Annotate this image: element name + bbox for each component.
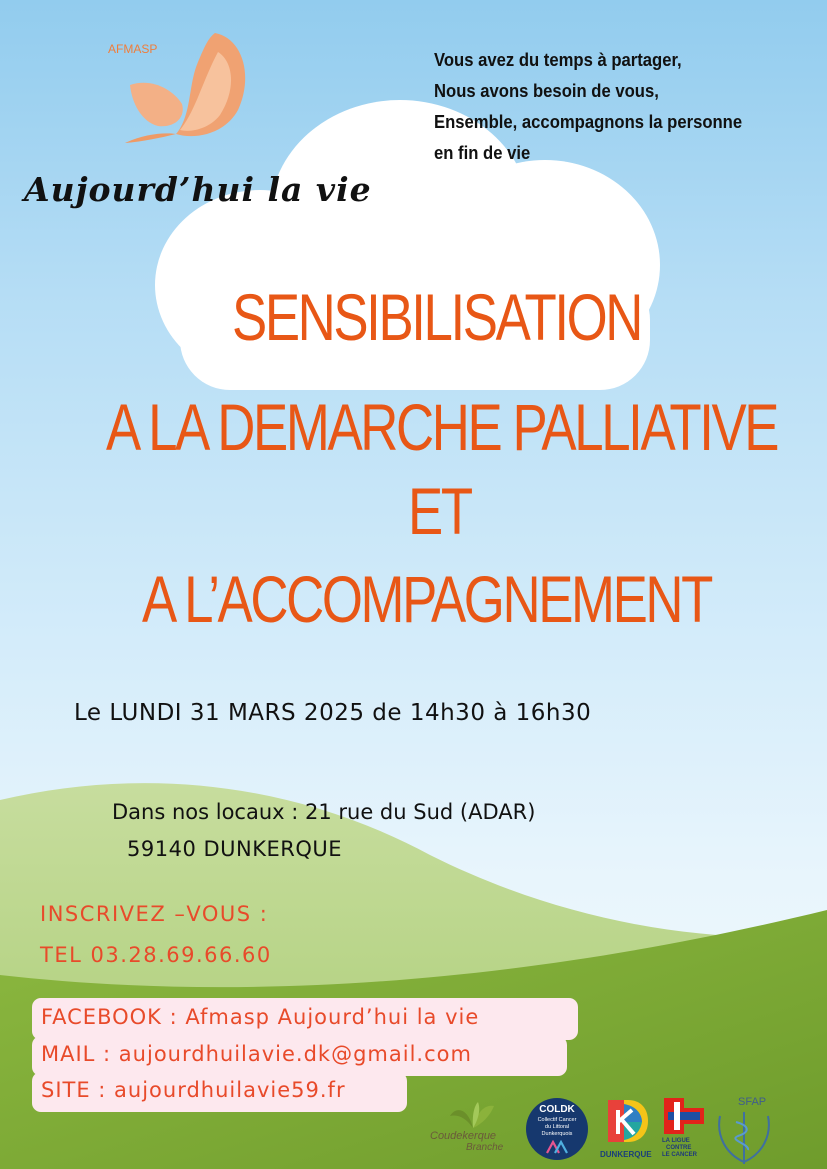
title-line-3: ET: [408, 474, 471, 548]
ligue-line-1: LA LIGUE: [662, 1138, 690, 1144]
ligue-contre-le-cancer-logo: [662, 1098, 708, 1164]
org-acronym: AFMASP: [108, 42, 158, 56]
email-link[interactable]: MAIL : aujourdhuilavie.dk@gmail.com: [41, 1042, 472, 1066]
facebook-link[interactable]: FACEBOOK : Afmasp Aujourd’hui la vie: [41, 1005, 480, 1029]
registration-heading: INSCRIVEZ –VOUS :: [40, 902, 269, 926]
sfap-logo: [712, 1096, 776, 1166]
tagline-line: Nous avons besoin de vous,: [434, 80, 659, 101]
tagline-line: en fin de vie: [434, 142, 531, 163]
sfap-caduceus-icon: [712, 1110, 776, 1166]
brand-name: Aujourd’hui la vie: [24, 170, 372, 209]
dunkerque-k-icon: [604, 1096, 650, 1146]
coldk-logo: [526, 1098, 588, 1160]
title-line-2: A LA DEMARCHE PALLIATIVE: [106, 390, 778, 464]
coudekerque-label-2: Branche: [466, 1142, 504, 1153]
venue-city: 59140 DUNKERQUE: [127, 837, 343, 861]
leaf-icon: [428, 1100, 518, 1130]
tagline-line: Vous avez du temps à partager,: [434, 49, 682, 70]
dunkerque-logo: [602, 1096, 652, 1166]
ligue-line-3: LE CANCER: [662, 1152, 698, 1158]
registration-phone: TEL 03.28.69.66.60: [40, 943, 272, 967]
ligue-cross-icon: [662, 1098, 706, 1134]
sfap-label: SFAP: [738, 1096, 767, 1108]
coldk-title: COLDK: [539, 1104, 575, 1115]
tagline-line: Ensemble, accompagnons la personne: [434, 111, 743, 132]
coldk-line-1: Collectif Cancer: [537, 1117, 577, 1123]
website-link[interactable]: SITE : aujourdhuilavie59.fr: [41, 1078, 346, 1102]
coudekerque-label-1: Coudekerque: [430, 1130, 497, 1142]
tagline: [434, 44, 776, 168]
venue-address: Dans nos locaux : 21 rue du Sud (ADAR): [112, 800, 536, 824]
event-date: Le LUNDI 31 MARS 2025 de 14h30 à 16h30: [74, 700, 592, 726]
title-line-4: A L’ACCOMPAGNEMENT: [142, 562, 712, 636]
coudekerque-branche-logo: [428, 1100, 518, 1156]
dunkerque-label: DUNKERQUE: [600, 1150, 652, 1159]
ribbon-icon: [542, 1140, 572, 1154]
ligue-line-2: CONTRE: [666, 1145, 692, 1151]
coldk-line-3: Dunkerquois: [541, 1131, 573, 1137]
coldk-line-2: du Littoral: [544, 1124, 570, 1130]
title-line-1: SENSIBILISATION: [232, 280, 642, 354]
